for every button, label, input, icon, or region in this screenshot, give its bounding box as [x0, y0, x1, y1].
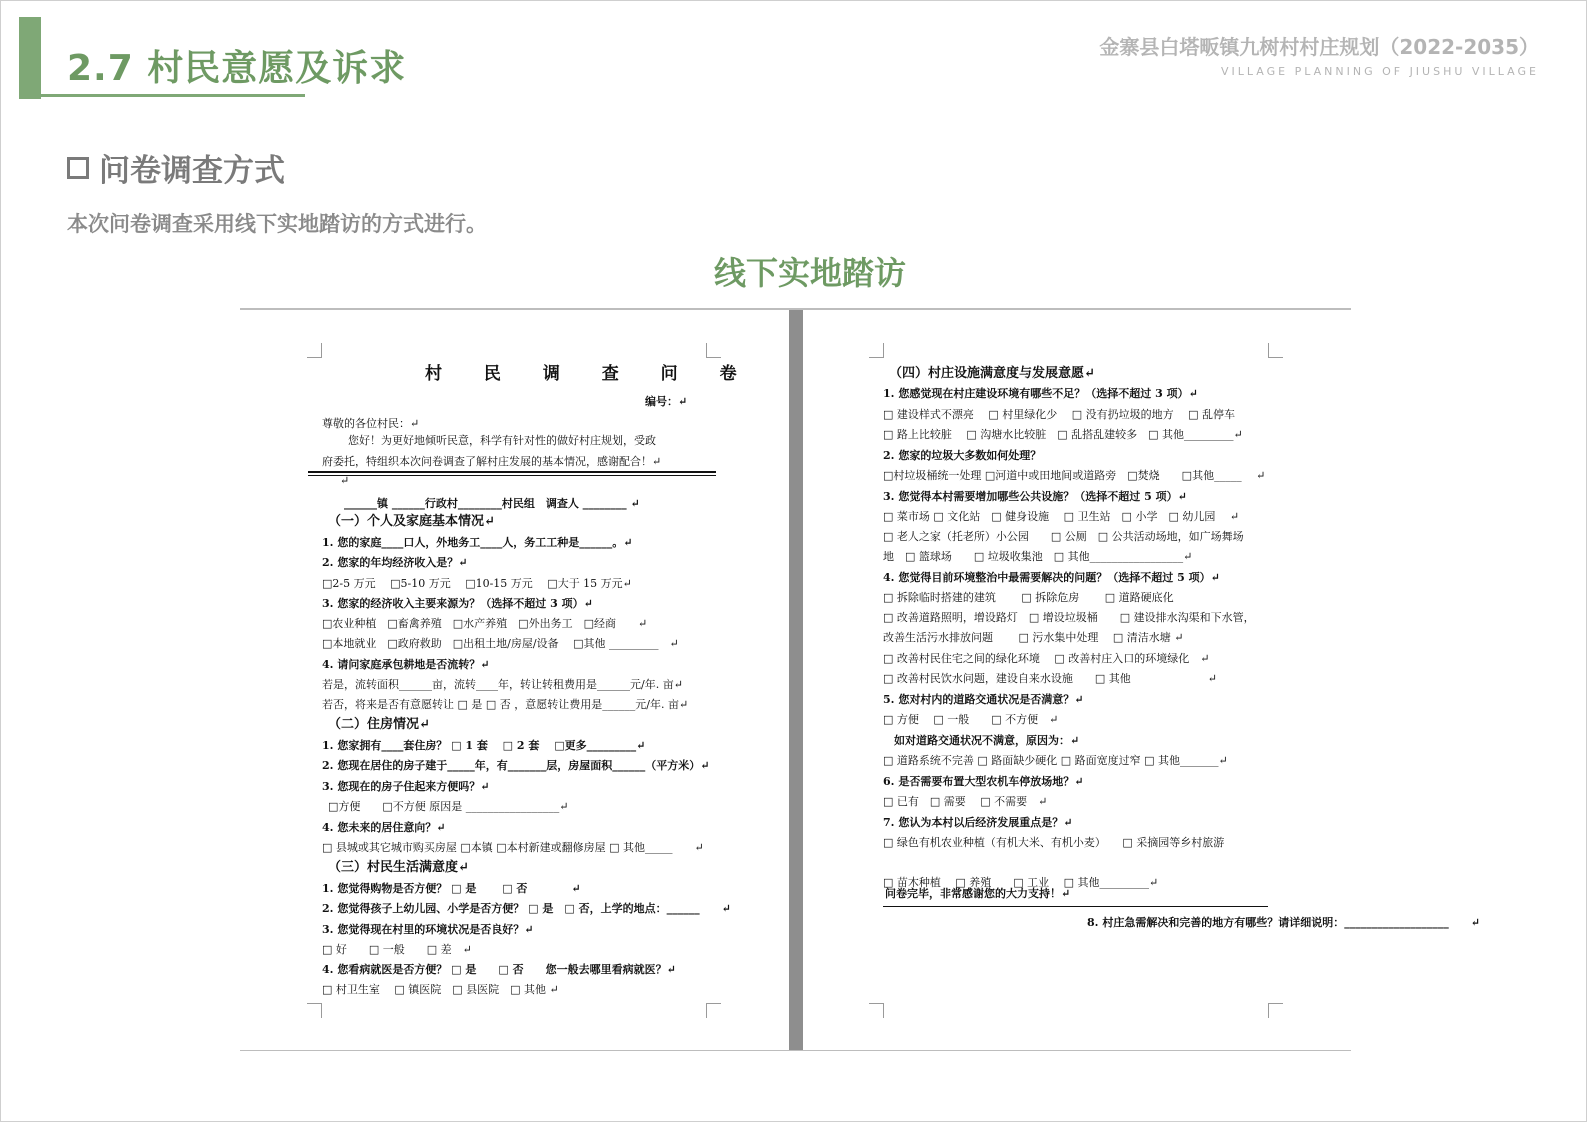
questionnaire-left-line-29: □ 好 □ 一般 □ 差 ↵ — [322, 943, 472, 956]
questionnaire-page-left — [240, 310, 789, 1050]
questionnaire-left-line-11: □2-5 万元 □5-10 万元 □10-15 万元 □大于 15 万元↵ — [322, 577, 632, 590]
questionnaire-right-line-26: 8. 村庄急需解决和完善的地方有哪些？请详细说明：___________________ ↵ — [1087, 916, 1481, 929]
questionnaire-left-line-30: 4. 您看病就医是否方便？ □ 是 □ 否 您一般去哪里看病就医？↵ — [322, 963, 676, 976]
questionnaire-right-line-24: □ 绿色有机农业种植（有机大米、有机小麦） □ 采摘园等乡村旅游 — [883, 836, 1225, 849]
questionnaire-left-line-28: 3. 您觉得现在村里的环境状况是否良好？↵ — [322, 923, 534, 936]
questionnaire-left-line-22: □方便 □不方便 原因是 _________________↵ — [328, 800, 569, 813]
questionnaire-left-line-7: ______镇 ______行政村________村民组 调查人 ________ ↵ — [344, 497, 640, 510]
questionnaire-right-line-3: □ 建设样式不漂亮 □ 村里绿化少 □ 没有扔垃圾的地方 □ 乱停车 — [883, 408, 1236, 421]
questionnaire-left-line-6: ↵ — [340, 474, 350, 487]
questionnaire-left-line-13: □农业种植 □畜禽养殖 □水产养殖 □外出务工 □经商 ↵ — [322, 617, 648, 630]
crop-mark — [307, 1003, 322, 1018]
image-caption: 线下实地踏访 — [713, 254, 906, 292]
questionnaire-right-line-25: □ 苗木种植 □ 养殖 □ 工业 □ 其他_________↵ — [883, 876, 1159, 889]
questionnaire-right-line-12: □ 拆除临时搭建的建筑 □ 拆除危房 □ 道路硬底化 — [883, 591, 1174, 604]
questionnaire-left-line-16: 若是，流转面积______亩，流转____年，转让转租费用是______元/年. 亩↵ — [322, 678, 683, 691]
questionnaire-left-line-14: □本地就业 □政府救助 □出租土地/房屋/设备 □其他 _________ ↵ — [322, 637, 679, 650]
questionnaire-left-line-23: 4. 您未来的居住意向？↵ — [322, 821, 446, 834]
questionnaire-left-line-3: 尊敬的各位村民：↵ — [322, 417, 420, 430]
questionnaire-left-line-17: 若否，将来是否有意愿转让 □ 是 □ 否 ，意愿转让费用是______元/年. 亩↵ — [322, 698, 689, 711]
questionnaire-left-line-12: 3. 您家的经济收入主要来源为？（选择不超过 3 项）↵ — [322, 597, 593, 610]
questionnaire-right-line-7: 3. 您觉得本村需要增加哪些公共设施？（选择不超过 5 项）↵ — [883, 490, 1187, 503]
brand-subtitle: VILLAGE PLANNING OF JIUSHU VILLAGE — [1221, 65, 1539, 78]
questionnaire-right-line-5: 2. 您家的垃圾大多数如何处理？ — [883, 449, 1042, 462]
questionnaire-right-line-4: □ 路上比较脏 □ 沟塘水比较脏 □ 乱搭乱建较多 □ 其他_________↵ — [883, 428, 1243, 441]
crop-mark — [307, 343, 322, 358]
questionnaire-right-line-19: 如对道路交通状况不满意，原因为：↵ — [883, 734, 1080, 747]
questionnaire-left-line-4: 您好！为更好地倾听民意，科学有针对性的做好村庄规划，受政 — [348, 434, 656, 447]
crop-mark — [1268, 343, 1283, 358]
questionnaire-left-line-9: 1. 您的家庭____口人，外地务工____人，务工工种是______。↵ — [322, 536, 633, 549]
questionnaire-left-line-31: □ 村卫生室 □ 镇医院 □ 县医院 □ 其他 ↵ — [322, 983, 559, 996]
questionnaire-left-line-18: （二）住房情况↵ — [328, 717, 430, 732]
crop-mark — [869, 1003, 884, 1018]
questionnaire-right-line-22: □ 已有 □ 需要 □ 不需要 ↵ — [883, 795, 1048, 808]
double-rule — [308, 471, 716, 473]
questionnaire-left-line-8: （一）个人及家庭基本情况↵ — [328, 514, 495, 529]
intro-text: 本次问卷调查采用线下实地踏访的方式进行。 — [67, 212, 487, 236]
questionnaire-right-line-1: （四）村庄设施满意度与发展意愿↵ — [889, 366, 1095, 381]
sub-heading — [67, 145, 285, 190]
crop-mark — [706, 1003, 721, 1018]
crop-mark — [869, 343, 884, 358]
double-rule — [308, 475, 716, 476]
questionnaire-right-line-17: 5. 您对村内的道路交通状况是否满意？↵ — [883, 693, 1084, 706]
square-bullet-icon — [67, 157, 89, 179]
questionnaire-right-line-14: 改善生活污水排放问题 □ 污水集中处理 □ 清洁水塘 ↵ — [883, 631, 1184, 644]
answer-rule — [883, 906, 1268, 907]
accent-bar — [19, 17, 41, 99]
questionnaire-left-line-25: （三）村民生活满意度↵ — [328, 860, 469, 875]
questionnaire-left-line-20: 2. 您现在居住的房子建于_____年，有_______层，房屋面积______（平方米）↵ — [322, 759, 710, 772]
questionnaire-right-line-6: □村垃圾桶统一处理 □河道中或田地间或道路旁 □焚烧 □其他_____ ↵ — [883, 469, 1266, 482]
questionnaire-left-line-5: 府委托，特组织本次问卷调查了解村庄发展的基本情况，感谢配合！↵ — [322, 455, 662, 468]
crop-mark — [706, 343, 721, 358]
questionnaire-left-line-26: 1. 您觉得购物是否方便？ □ 是 □ 否 ↵ — [322, 882, 581, 895]
questionnaire-left-line-24: □ 县城或其它城市购买房屋 □本镇 □本村新建或翻修房屋 □ 其他_____ ↵ — [322, 841, 704, 854]
questionnaire-right-line-13: □ 改善道路照明，增设路灯 □ 增设垃圾桶 □ 建设排水沟渠和下水管， — [883, 611, 1255, 624]
title-underline — [41, 94, 305, 97]
questionnaire-right-line-10: 地 □ 篮球场 □ 垃圾收集池 □ 其他_________________↵ — [883, 550, 1193, 563]
brand-block — [1099, 31, 1539, 78]
questionnaire-right-line-11: 4. 您觉得目前环境整治中最需要解决的问题？（选择不超过 5 项）↵ — [883, 571, 1220, 584]
questionnaire-right-line-8: □ 菜市场 □ 文化站 □ 健身设施 □ 卫生站 □ 小学 □ 幼儿园 ↵ — [883, 510, 1240, 523]
brand-title: 金寨县白塔畈镇九树村村庄规划（2022-2035） — [1099, 35, 1539, 59]
questionnaire-left-line-10: 2. 您家的年均经济收入是？↵ — [322, 556, 468, 569]
questionnaire-left-line-27: 2. 您觉得孩子上幼儿园、小学是否方便？ □ 是 □ 否，上学的地点：______ ↵ — [322, 902, 731, 915]
questionnaire-left-line-21: 3. 您现在的房子住起来方便吗？↵ — [322, 780, 490, 793]
page-gutter — [789, 310, 803, 1050]
questionnaire-right-line-16: □ 改善村民饮水问题，建设自来水设施 □ 其他 ↵ — [883, 672, 1217, 685]
questionnaire-right-line-18: □ 方便 □ 一般 □ 不方便 ↵ — [883, 713, 1059, 726]
questionnaire-left-line-15: 4. 请问家庭承包耕地是否流转？↵ — [322, 658, 490, 671]
questionnaire-right-line-23: 7. 您认为本村以后经济发展重点是？↵ — [883, 816, 1073, 829]
questionnaire-left-line-2: 编号：↵ — [645, 395, 688, 408]
questionnaire-right-line-9: □ 老人之家（托老所）小公园 □ 公厕 □ 公共活动场地，如广场舞场 — [883, 530, 1244, 543]
questionnaire-right-line-20: □ 道路系统不完善 □ 路面缺少硬化 □ 路面宽度过窄 □ 其他_______↵ — [883, 754, 1228, 767]
questionnaire-right-line-21: 6. 是否需要布置大型农机车停放场地？↵ — [883, 775, 1084, 788]
questionnaire-right-line-27: 问卷完毕，非常感谢您的大力支持！↵ — [885, 887, 1071, 900]
questionnaire-right-line-15: □ 改善村民住宅之间的绿化环境 □ 改善村庄入口的环境绿化 ↵ — [883, 652, 1210, 665]
questionnaire-left-line-19: 1. 您家拥有____套住房？ □ 1 套 □ 2 套 □更多_________↵ — [322, 739, 646, 752]
questionnaire-right-line-2: 1. 您感觉现在村庄建设环境有哪些不足？（选择不超过 3 项）↵ — [883, 387, 1198, 400]
questionnaire-left-line-1: 村 民 调 查 问 卷 — [425, 364, 755, 384]
section-title: 2.7 村民意愿及诉求 — [67, 48, 407, 89]
questionnaire-page-right — [803, 310, 1481, 1050]
sub-heading-text: 问卷调查方式 — [99, 153, 285, 189]
crop-mark — [1268, 1003, 1283, 1018]
